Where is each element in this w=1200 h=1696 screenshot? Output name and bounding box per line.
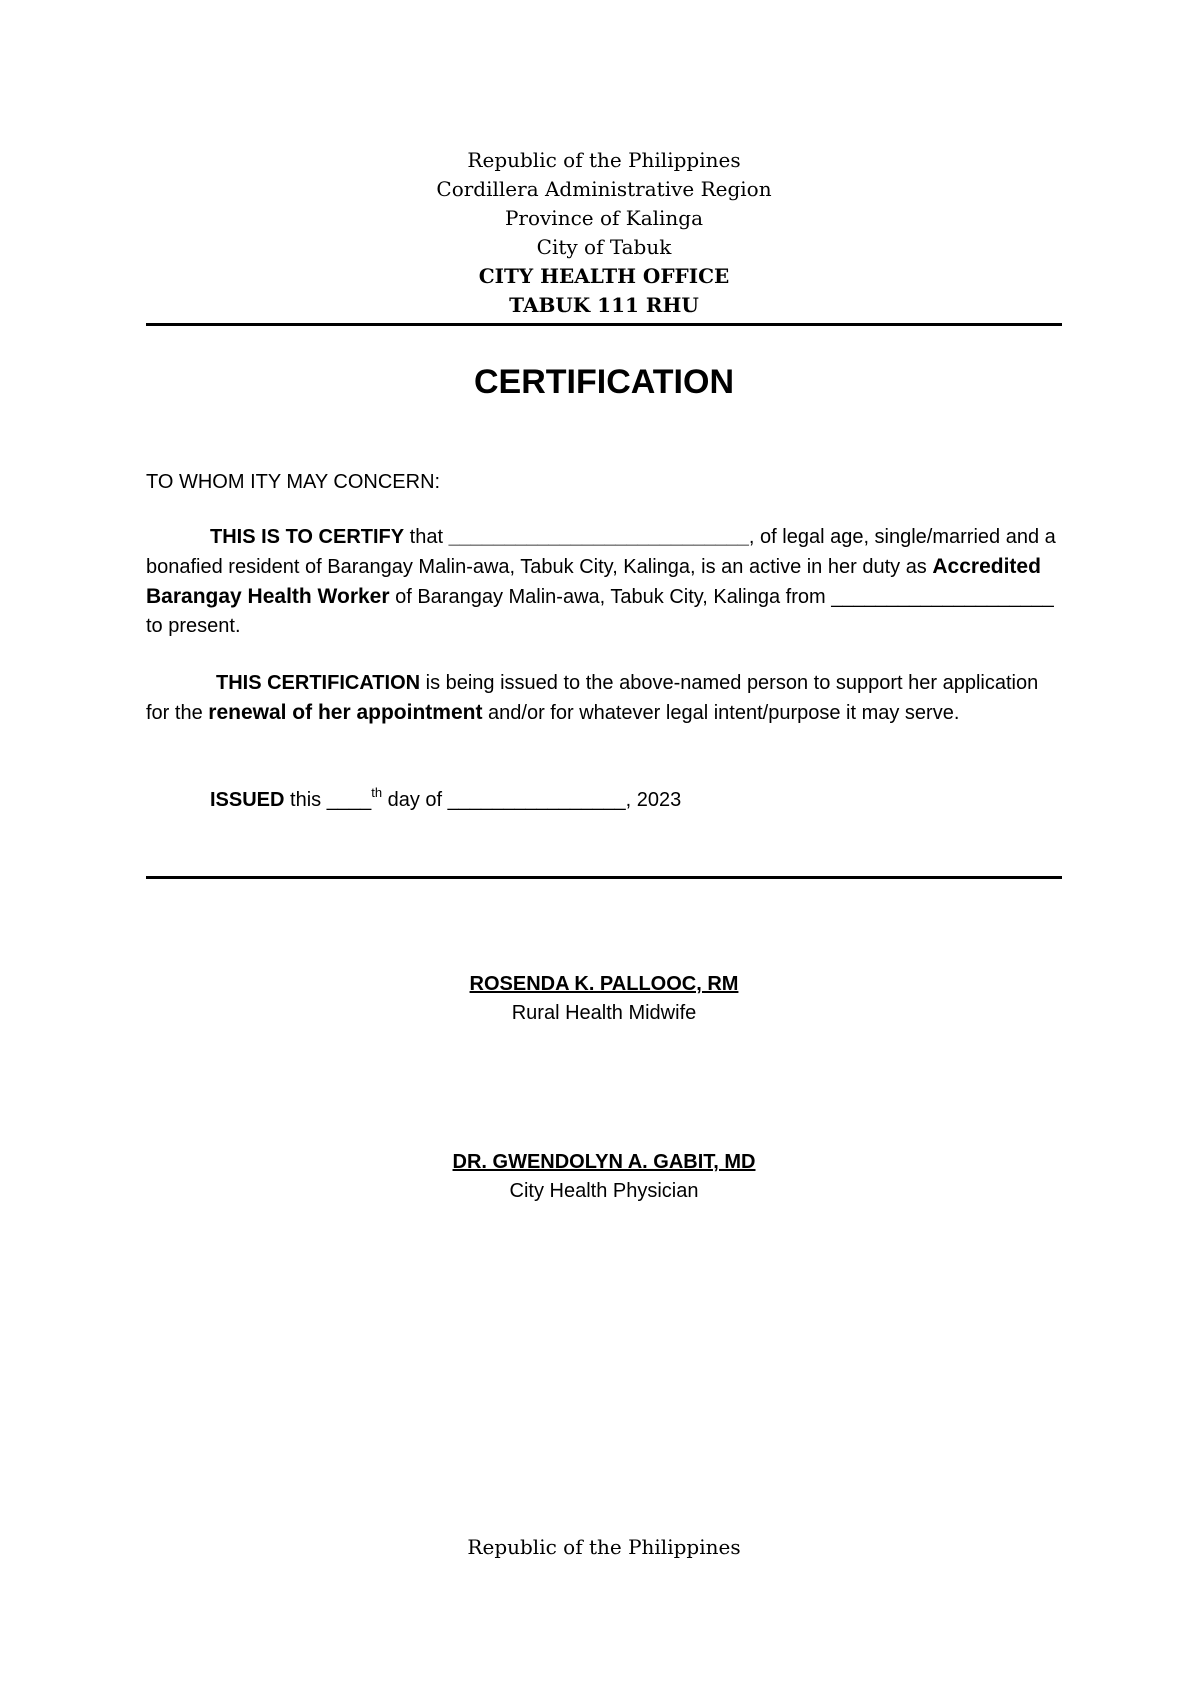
salutation: TO WHOM ITY MAY CONCERN:	[146, 471, 441, 493]
signatory-physician	[146, 1148, 1062, 1206]
ordinal-suffix: th	[371, 785, 383, 800]
header-divider	[146, 323, 1062, 326]
document-title: CERTIFICATION	[473, 363, 734, 401]
letterhead-unit: TABUK 111 RHU	[509, 293, 699, 317]
purpose-text: renewal of her appointment	[208, 701, 483, 724]
letterhead-city: City of Tabuk	[536, 235, 672, 259]
certify-paragraph: THIS IS TO CERTIFY that ___________________________, of legal age, single/married and a bonafied resident of Barangay Malin-awa, Tabuk City, Kalinga, is an active in her duty as Accredited Barangay Health Worker of Barangay Malin-awa, Tabuk City, Kalinga from ____________________ to present.	[146, 526, 1056, 637]
month-blank: ________________	[447, 789, 626, 811]
purpose-lead: THIS CERTIFICATION	[216, 672, 421, 694]
footer-text: Republic of the Philippines	[467, 1535, 741, 1559]
day-blank: ____	[326, 789, 372, 811]
certify-lead: THIS IS TO CERTIFY	[210, 526, 405, 548]
name-blank: ___________________________	[448, 526, 749, 548]
letterhead-country: Republic of the Philippines	[467, 148, 741, 172]
body-divider	[146, 876, 1062, 879]
letterhead	[146, 146, 1062, 320]
signatory-midwife	[146, 970, 1062, 1028]
purpose-paragraph: THIS CERTIFICATION is being issued to the above-named person to support her application for the renewal of her appointment and/or for whatever legal intent/purpose it may serve.	[146, 672, 1039, 724]
issued-lead: ISSUED	[210, 789, 285, 811]
signatory-name: ROSENDA K. PALLOOC, RM	[469, 973, 739, 995]
signatory-title: Rural Health Midwife	[511, 1002, 697, 1024]
letterhead-office: CITY HEALTH OFFICE	[478, 264, 730, 288]
issued-paragraph: ISSUED this ____$^{th}$ day of ________________, 2023	[210, 785, 682, 811]
role-text: Accredited Barangay Health Worker	[146, 555, 1041, 608]
signatory-title: City Health Physician	[509, 1180, 699, 1202]
letterhead-province: Province of Kalinga	[504, 206, 704, 230]
letterhead-region: Cordillera Administrative Region	[436, 177, 772, 201]
signatory-name: DR. GWENDOLYN A. GABIT, MD	[452, 1151, 756, 1173]
start-date-blank: ____________________	[831, 586, 1054, 608]
